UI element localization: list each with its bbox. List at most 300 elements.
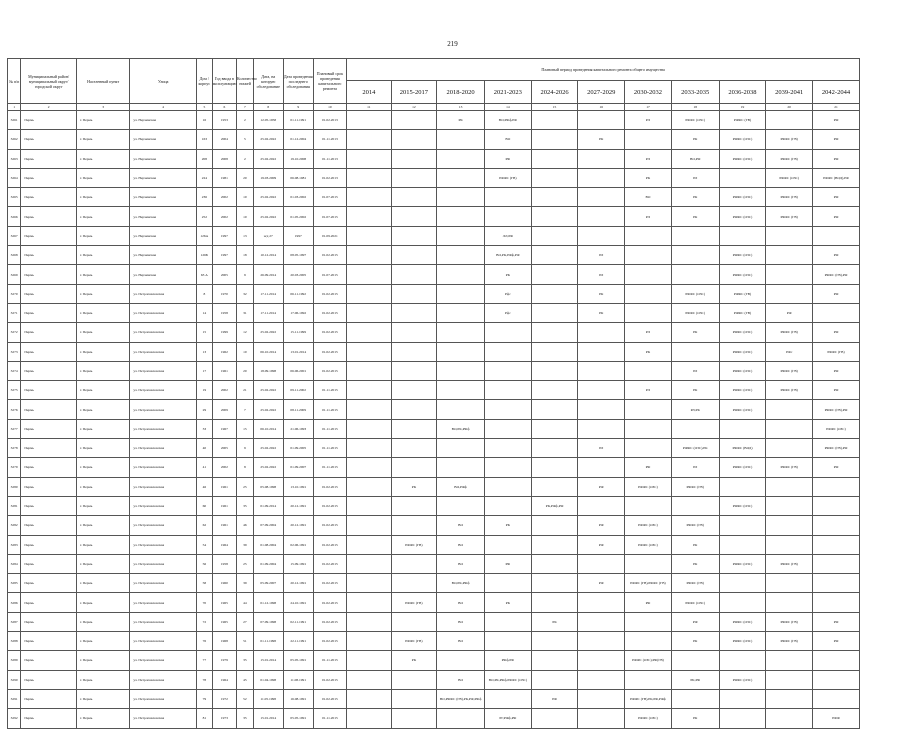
period-cell	[671, 342, 719, 361]
period-cell: РЛ	[625, 111, 672, 130]
year-cell: 2004	[212, 130, 236, 149]
period-cell: РФФС (ОЗС)	[719, 612, 766, 631]
period-cell: РК	[485, 593, 532, 612]
period-cell	[437, 381, 485, 400]
row-number: 3265	[8, 188, 21, 207]
period-cell	[625, 632, 672, 651]
row-number: 3291	[8, 689, 21, 708]
period-cell	[347, 458, 391, 477]
house-cell: 17	[197, 361, 213, 380]
period-cell	[347, 303, 391, 322]
period-cell	[531, 400, 578, 419]
date-b-cell: 13.10.1991	[283, 477, 313, 496]
row-number: 3283	[8, 535, 21, 554]
period-cell: РК	[437, 111, 485, 130]
municipality-cell: Пермь	[21, 458, 77, 477]
date-b-cell: 01.05.2002	[283, 207, 313, 226]
period-cell: РФ	[485, 149, 532, 168]
table-row	[8, 168, 860, 187]
date-c-cell: 01.07.2015	[313, 265, 346, 284]
period-cell	[531, 130, 578, 149]
period-cell	[437, 342, 485, 361]
date-a-cell: 25.02.2022	[253, 149, 283, 168]
period-cell: РФФС (ОЗС)	[719, 246, 766, 265]
period-cell	[391, 670, 437, 689]
settlement-cell: г. Пермь	[76, 111, 129, 130]
house-cell: 14	[197, 303, 213, 322]
period-cell: РФФС (ОЗС)	[719, 323, 766, 342]
date-a-cell: 25.02.2022	[253, 323, 283, 342]
date-b-cell: 02.06.1991	[283, 535, 313, 554]
floors-cell: 15	[237, 419, 254, 438]
period-cell	[625, 246, 672, 265]
house-cell: 54	[197, 535, 213, 554]
municipality-cell: Пермь	[21, 632, 77, 651]
period-cell: ВО,РФФС (ГВ),РК,РФ,РФф	[437, 689, 485, 708]
column-number: 4	[130, 104, 197, 111]
period-cell: РФ	[813, 246, 860, 265]
period-cell	[578, 689, 625, 708]
period-cell	[391, 168, 437, 187]
year-cell: 1997	[212, 226, 236, 245]
period-cell: РФ	[813, 284, 860, 303]
period-cell	[437, 226, 485, 245]
period-cell	[578, 381, 625, 400]
municipality-cell: Пермь	[21, 303, 77, 322]
header-municipality: Муниципальный район/муниципальный округ/городской округ	[21, 59, 77, 104]
street-cell: ул. Петропавловская	[130, 439, 197, 458]
period-cell	[531, 361, 578, 380]
municipality-cell: Пермь	[21, 419, 77, 438]
period-cell	[719, 535, 766, 554]
period-cell: РФ	[813, 130, 860, 149]
period-cell	[813, 535, 860, 554]
period-cell	[578, 323, 625, 342]
floors-cell: 21	[237, 381, 254, 400]
period-cell: РФФС (ОЗС)	[719, 496, 766, 515]
column-number: 1	[8, 104, 21, 111]
municipality-cell: Пермь	[21, 593, 77, 612]
period-cell	[531, 477, 578, 496]
year-cell: 1972	[212, 689, 236, 708]
settlement-cell: г. Пермь	[76, 496, 129, 515]
municipality-cell: Пермь	[21, 670, 77, 689]
period-cell	[347, 284, 391, 303]
house-cell: 13	[197, 342, 213, 361]
street-cell: ул. Петропавловская	[130, 670, 197, 689]
header-date-c: Плановый срок проведения капитального ремонта	[313, 59, 346, 104]
date-b-cell: 01.03.2002	[283, 188, 313, 207]
period-cell: РФ	[531, 689, 578, 708]
period-cell: РФФС (ГВ)	[719, 111, 766, 130]
date-b-cell: 13.01.2014	[283, 342, 313, 361]
municipality-cell: Пермь	[21, 477, 77, 496]
period-cell	[347, 361, 391, 380]
period-cell: РФФС (ГВ),РФ	[813, 400, 860, 419]
period-cell: РК	[671, 535, 719, 554]
date-b-cell: 11.08.1991	[283, 670, 313, 689]
settlement-cell: г. Пермь	[76, 516, 129, 535]
period-cell	[766, 709, 813, 728]
table-row	[8, 381, 860, 400]
period-cell	[671, 651, 719, 670]
period-cell	[813, 651, 860, 670]
period-cell: РФФС (ГВ)	[391, 632, 437, 651]
period-cell	[625, 439, 672, 458]
date-a-cell: 26.09.2014	[253, 265, 283, 284]
header-no: № п/п	[8, 59, 21, 104]
table-row	[8, 458, 860, 477]
house-cell: 163	[197, 130, 213, 149]
house-cell: 126Б	[197, 246, 213, 265]
street-cell: ул. Нерчинская	[130, 265, 197, 284]
settlement-cell: г. Пермь	[76, 130, 129, 149]
house-cell: 58	[197, 574, 213, 593]
period-cell	[437, 323, 485, 342]
year-cell: 1981	[212, 168, 236, 187]
period-cell: РФФС (ОЗС)	[719, 458, 766, 477]
period-cell: РК	[671, 130, 719, 149]
period-cell	[578, 612, 625, 631]
row-number: 3275	[8, 381, 21, 400]
street-cell: ул. Нерчинская	[130, 226, 197, 245]
date-c-cell: 01.02.2015	[313, 323, 346, 342]
period-cell	[391, 400, 437, 419]
period-cell	[531, 111, 578, 130]
row-number: 3288	[8, 632, 21, 651]
period-cell: ВО,РК,РФф,РФФС (ОЗС)	[485, 670, 532, 689]
period-cell	[531, 709, 578, 728]
street-cell: ул. Нерчинская	[130, 130, 197, 149]
column-number: 9	[283, 104, 313, 111]
period-cell	[766, 284, 813, 303]
period-cell: РФ	[625, 593, 672, 612]
year-cell: 2002	[212, 381, 236, 400]
period-cell	[719, 516, 766, 535]
period-cell	[766, 226, 813, 245]
period-cell	[437, 458, 485, 477]
date-b-cell: 20.03.2005	[283, 265, 313, 284]
settlement-cell: г. Пермь	[76, 632, 129, 651]
house-cell: 81	[197, 709, 213, 728]
period-cell	[391, 689, 437, 708]
date-a-cell: 17.11.2014	[253, 303, 283, 322]
date-b-cell: 24.10.1991	[283, 593, 313, 612]
year-cell: 1958	[212, 554, 236, 573]
period-cell: РФ	[813, 632, 860, 651]
floors-cell: 39	[237, 535, 254, 554]
period-cell: РФ	[625, 458, 672, 477]
house-cell: 236	[197, 188, 213, 207]
period-cell	[531, 246, 578, 265]
period-cell	[766, 439, 813, 458]
period-cell: РФФС (ОЗС),РФ(ГВ)	[625, 651, 672, 670]
house-cell: 41	[197, 458, 213, 477]
period-cell: ЛЛ,РФ	[485, 226, 532, 245]
floors-cell: 25	[237, 554, 254, 573]
period-cell: РФФС (ГВ)	[766, 361, 813, 380]
year-cell: 2005	[212, 439, 236, 458]
date-a-cell: 11.05.1998	[253, 689, 283, 708]
period-cell: РФ	[813, 381, 860, 400]
year-cell: 1953	[212, 111, 236, 130]
period-cell: РФФС (ОЗС)	[719, 130, 766, 149]
date-a-cell: 01.09.2014	[253, 496, 283, 515]
period-cell	[766, 400, 813, 419]
period-cell	[485, 458, 532, 477]
period-cell: РК	[578, 130, 625, 149]
period-cell: РФФС (ОЗС)	[719, 381, 766, 400]
period-cell	[578, 670, 625, 689]
column-number: 11	[347, 104, 391, 111]
column-number: 13	[437, 104, 485, 111]
house-cell: 70	[197, 593, 213, 612]
period-cell	[531, 535, 578, 554]
column-number: 2	[21, 104, 77, 111]
date-c-cell: 01.09.2021	[313, 226, 346, 245]
house-cell: 29	[197, 400, 213, 419]
date-c-cell: 01.02.2013	[313, 168, 346, 187]
municipality-cell: Пермь	[21, 381, 77, 400]
period-cell: РФФС (ГВ)	[391, 593, 437, 612]
period-cell	[531, 516, 578, 535]
period-cell	[625, 670, 672, 689]
date-c-cell: 01.11.2015	[313, 651, 346, 670]
row-number: 3264	[8, 168, 21, 187]
period-cell: РК	[391, 651, 437, 670]
period-cell	[531, 554, 578, 573]
period-cell	[437, 207, 485, 226]
row-number: 3290	[8, 670, 21, 689]
period-cell: РФФС (ВОД)	[719, 439, 766, 458]
table-row	[8, 554, 860, 573]
municipality-cell: Пермь	[21, 535, 77, 554]
row-number: 3266	[8, 207, 21, 226]
period-cell	[531, 168, 578, 187]
period-cell: РК	[578, 284, 625, 303]
period-cell: РК	[671, 554, 719, 573]
floors-cell: 10	[237, 342, 254, 361]
floors-cell: 10	[237, 207, 254, 226]
period-cell: ВО	[437, 612, 485, 631]
year-cell: 2002	[212, 188, 236, 207]
settlement-cell: г. Пермь	[76, 574, 129, 593]
period-cell: РФФС (ОЗС)	[719, 400, 766, 419]
date-a-cell: 10.12.2014	[253, 246, 283, 265]
year-cell: 1961	[212, 496, 236, 515]
period-cell	[671, 226, 719, 245]
settlement-cell: г. Пермь	[76, 612, 129, 631]
settlement-cell: г. Пермь	[76, 689, 129, 708]
column-number: 18	[671, 104, 719, 111]
period-cell	[391, 149, 437, 168]
year-cell: 2009	[212, 400, 236, 419]
settlement-cell: г. Пермь	[76, 168, 129, 187]
settlement-cell: г. Пермь	[76, 400, 129, 419]
header-date-b: Дата проведения последнего обследования	[283, 59, 313, 104]
table-row	[8, 246, 860, 265]
house-cell: 33	[197, 419, 213, 438]
municipality-cell: Пермь	[21, 709, 77, 728]
period-cell	[347, 207, 391, 226]
year-cell: 1968	[212, 632, 236, 651]
table-row	[8, 400, 860, 419]
period-cell: РФФС (ОЗС)	[671, 593, 719, 612]
period-cell	[391, 612, 437, 631]
period-cell	[347, 439, 391, 458]
floors-cell: 35	[237, 496, 254, 515]
row-number: 3271	[8, 303, 21, 322]
settlement-cell: г. Пермь	[76, 246, 129, 265]
municipality-cell: Пермь	[21, 149, 77, 168]
period-cell: РФ	[766, 303, 813, 322]
floors-cell: 18	[237, 246, 254, 265]
period-cell	[347, 419, 391, 438]
date-a-cell: 01.11.1998	[253, 632, 283, 651]
period-cell: РФФС (ОЗС)	[719, 670, 766, 689]
period-cell: РФФС (ОЗС)	[719, 265, 766, 284]
period-cell: РФФС (ГВ)	[671, 574, 719, 593]
year-cell: 1962	[212, 342, 236, 361]
municipality-cell: Пермь	[21, 168, 77, 187]
header-year-col: 2021-2023	[485, 81, 532, 104]
header-year-col: 2015-2017	[391, 81, 437, 104]
floors-cell: 12	[237, 323, 254, 342]
date-a-cell: 19.03.2009	[253, 168, 283, 187]
date-b-cell: 22.11.1991	[283, 632, 313, 651]
settlement-cell: г. Пермь	[76, 149, 129, 168]
period-cell: РФ	[813, 111, 860, 130]
row-number: 3268	[8, 246, 21, 265]
period-cell	[625, 226, 672, 245]
period-cell	[437, 400, 485, 419]
date-a-cell: 05.09.2007	[253, 574, 283, 593]
period-cell: РК	[485, 265, 532, 284]
period-cell	[347, 516, 391, 535]
year-cell: 1965	[212, 612, 236, 631]
period-cell: РК	[485, 516, 532, 535]
period-cell	[347, 111, 391, 130]
date-a-cell: 01.08.2004	[253, 535, 283, 554]
municipality-cell: Пермь	[21, 439, 77, 458]
period-cell	[437, 246, 485, 265]
date-a-cell: 25.02.2022	[253, 400, 283, 419]
year-cell: 1961	[212, 477, 236, 496]
period-cell: РФФС (ГВ)	[766, 188, 813, 207]
floors-cell: 10	[237, 188, 254, 207]
period-cell	[578, 111, 625, 130]
date-b-cell: 17.06.1992	[283, 303, 313, 322]
period-cell: РЛ	[578, 439, 625, 458]
date-a-cell: 15.01.2014	[253, 709, 283, 728]
header-year-col: 2030-2032	[625, 81, 672, 104]
period-cell: РФФС (ОЗС)	[719, 188, 766, 207]
period-cell	[485, 612, 532, 631]
house-cell: 19	[197, 381, 213, 400]
period-cell: РК	[671, 381, 719, 400]
period-cell	[347, 188, 391, 207]
period-cell	[625, 130, 672, 149]
period-cell: РФФС (ГВ)	[766, 458, 813, 477]
street-cell: ул. Петропавловская	[130, 593, 197, 612]
period-cell	[813, 496, 860, 515]
period-cell	[347, 477, 391, 496]
row-number: 3281	[8, 496, 21, 515]
municipality-cell: Пермь	[21, 111, 77, 130]
period-cell	[813, 477, 860, 496]
header-house: Дом / корпус	[197, 59, 213, 104]
header-year-col: 2014	[347, 81, 391, 104]
street-cell: ул. Петропавловская	[130, 632, 197, 651]
settlement-cell: г. Пермь	[76, 670, 129, 689]
period-cell: РФ	[485, 554, 532, 573]
period-cell	[531, 574, 578, 593]
date-b-cell: 20.12.1991	[283, 496, 313, 515]
row-number: 3284	[8, 554, 21, 573]
header-street: Улица	[130, 59, 197, 104]
period-cell: РК	[671, 709, 719, 728]
date-b-cell: 05.05.1991	[283, 651, 313, 670]
date-c-cell: 01.02.2015	[313, 284, 346, 303]
period-cell	[437, 303, 485, 322]
period-cell	[578, 496, 625, 515]
period-cell	[347, 342, 391, 361]
date-b-cell: 05.05.1991	[283, 709, 313, 728]
row-number: 3263	[8, 149, 21, 168]
column-number: 20	[766, 104, 813, 111]
period-cell: РФФС (ОЗС)	[671, 111, 719, 130]
period-cell	[391, 207, 437, 226]
period-cell: РФс	[766, 342, 813, 361]
date-b-cell: 1997	[283, 226, 313, 245]
period-cell	[578, 342, 625, 361]
period-cell	[391, 496, 437, 515]
period-cell	[485, 689, 532, 708]
date-a-cell: 07.09.1998	[253, 612, 283, 631]
year-cell: 2002	[212, 207, 236, 226]
floors-cell: 20	[237, 361, 254, 380]
floors-cell: 35	[237, 651, 254, 670]
date-c-cell: 01.11.2015	[313, 381, 346, 400]
period-cell	[437, 130, 485, 149]
period-cell	[391, 130, 437, 149]
floors-cell: 45	[237, 670, 254, 689]
header-year-col: 2018-2020	[437, 81, 485, 104]
period-cell: РФФС (ОЗС)	[671, 284, 719, 303]
date-b-cell: 01.09.2005	[283, 439, 313, 458]
period-cell	[766, 419, 813, 438]
period-cell	[347, 381, 391, 400]
period-cell	[719, 689, 766, 708]
year-cell: 1970	[212, 284, 236, 303]
header-year-col: 2039-2041	[766, 81, 813, 104]
period-cell	[531, 207, 578, 226]
period-cell: РФФС (ГВ)	[719, 284, 766, 303]
floors-cell: 9	[237, 439, 254, 458]
period-cell	[391, 342, 437, 361]
house-cell: 79	[197, 689, 213, 708]
date-a-cell: 01.09.2004	[253, 554, 283, 573]
period-cell	[531, 149, 578, 168]
table-row	[8, 149, 860, 168]
period-cell	[485, 361, 532, 380]
settlement-cell: г. Пермь	[76, 226, 129, 245]
period-cell	[391, 226, 437, 245]
settlement-cell: г. Пермь	[76, 342, 129, 361]
year-cell: 1997	[212, 246, 236, 265]
row-number: 3267	[8, 226, 21, 245]
municipality-cell: Пермь	[21, 651, 77, 670]
